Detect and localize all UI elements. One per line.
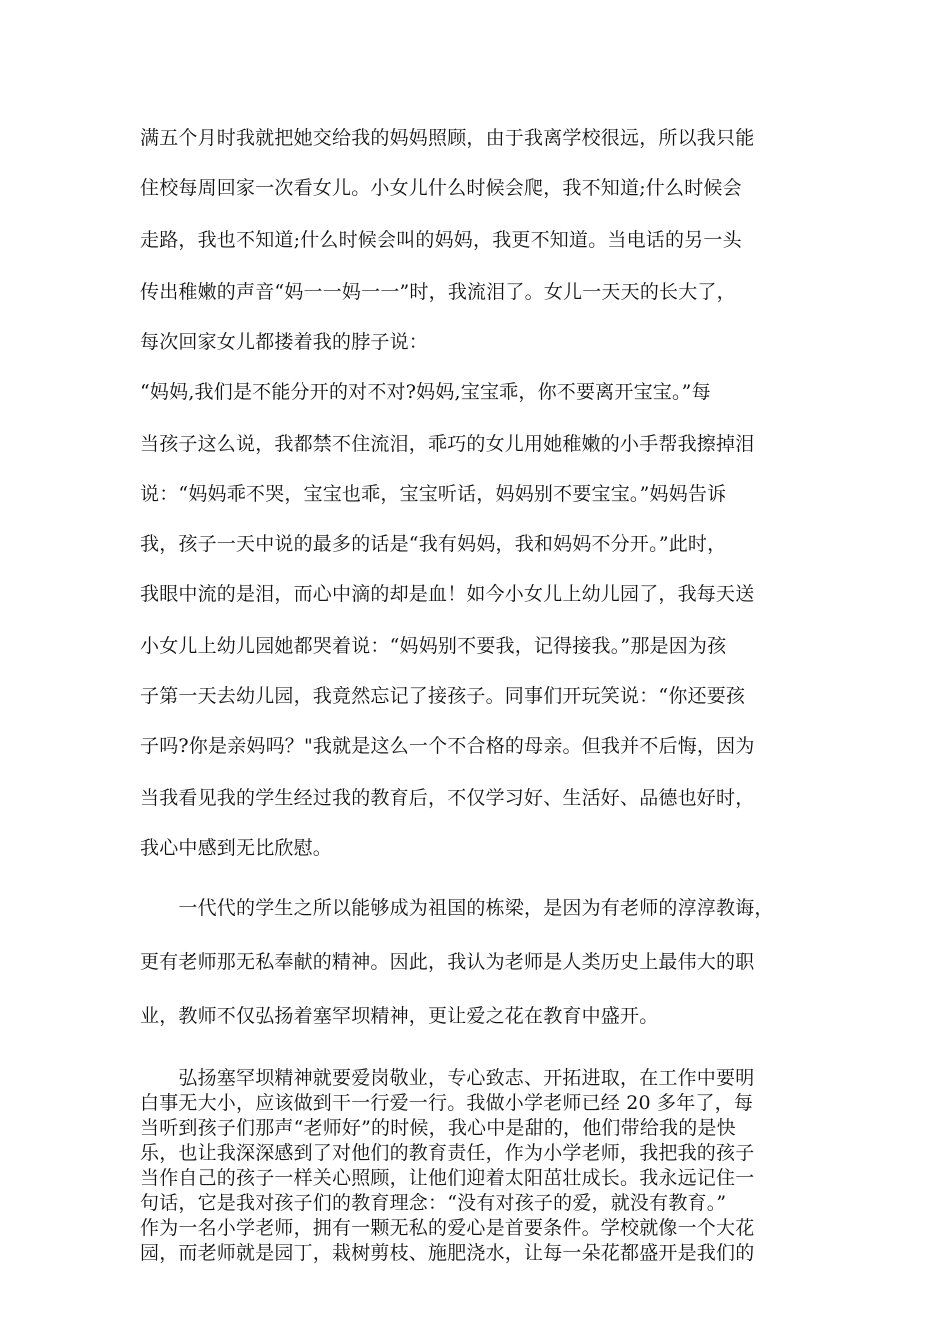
paragraph-line: 乐，也让我深深感到了对他们的教育责任，作为小学老师，我把我的孩子	[140, 1142, 755, 1164]
paragraph-line: 当我看见我的学生经过我的教育后，不仅学习好、生活好、品德也好时，	[140, 787, 755, 809]
paragraph-line: 说：“妈妈乖不哭，宝宝也乖，宝宝听话，妈妈别不要宝宝。”妈妈告诉	[140, 483, 727, 505]
paragraph-line: 住校每周回家一次看女儿。小女儿什么时候会爬，我不知道;什么时候会	[140, 177, 742, 199]
paragraph-line: 当孩子这么说，我都禁不住流泪，乖巧的女儿用她稚嫩的小手帮我擦掉泪	[140, 433, 755, 455]
paragraph-line: 每次回家女儿都搂着我的脖子说：	[140, 331, 429, 353]
paragraph-line: “妈妈,我们是不能分开的对不对?妈妈,宝宝乖，你不要离开宝宝。”每	[140, 381, 711, 403]
paragraph-line: 一代代的学生之所以能够成为祖国的栋梁，是因为有老师的淳淳教诲，	[140, 897, 774, 919]
paragraph-line: 子第一天去幼儿园，我竟然忘记了接孩子。同事们开玩笑说：“你还要孩	[140, 685, 746, 707]
paragraph-line: 我，孩子一天中说的最多的话是“我有妈妈，我和妈妈不分开。”此时，	[140, 533, 727, 555]
paragraph-line: 更有老师那无私奉献的精神。因此，我认为老师是人类历史上最伟大的职	[140, 951, 755, 973]
paragraph-line: 当作自己的孩子一样关心照顾，让他们迎着太阳茁壮成长。我永远记住一	[140, 1167, 755, 1189]
paragraph-line: 句话，它是我对孩子们的教育理念：“没有对孩子的爱，就没有教育。”	[140, 1192, 727, 1214]
paragraph-line: 小女儿上幼儿园她都哭着说：“妈妈别不要我，记得接我。”那是因为孩	[140, 635, 727, 657]
paragraph-line: 走路，我也不知道;什么时候会叫的妈妈，我更不知道。当电话的另一头	[140, 229, 742, 251]
paragraph-line: 业，教师不仅弘扬着塞罕坝精神，更让爱之花在教育中盛开。	[140, 1005, 659, 1027]
paragraph-line: 白事无大小，应该做到干一行爱一行。我做小学老师已经 20 多年了，每	[140, 1092, 754, 1114]
paragraph-line: 园，而老师就是园丁，栽树剪枝、施肥浇水，让每一朵花都盛开是我们的	[140, 1242, 755, 1264]
paragraph-line: 弘扬塞罕坝精神就要爱岗敬业，专心致志、开拓进取，在工作中要明	[140, 1067, 755, 1089]
paragraph-line: 满五个月时我就把她交给我的妈妈照顾，由于我离学校很远，所以我只能	[140, 127, 755, 149]
paragraph-line: 我心中感到无比欣慰。	[140, 837, 333, 859]
paragraph-line: 作为一名小学老师，拥有一颗无私的爱心是首要条件。学校就像一个大花	[140, 1217, 755, 1239]
paragraph-line: 子吗?你是亲妈吗？"我就是这么一个不合格的母亲。但我并不后悔，因为	[140, 735, 755, 757]
paragraph-line: 当听到孩子们那声“老师好”的时候，我心中是甜的，他们带给我的是快	[140, 1117, 736, 1139]
paragraph-line: 传出稚嫩的声音“妈一一妈一一”时，我流泪了。女儿一天天的长大了，	[140, 281, 736, 303]
paragraph-line: 我眼中流的是泪，而心中滴的却是血！如今小女儿上幼儿园了，我每天送	[140, 583, 755, 605]
